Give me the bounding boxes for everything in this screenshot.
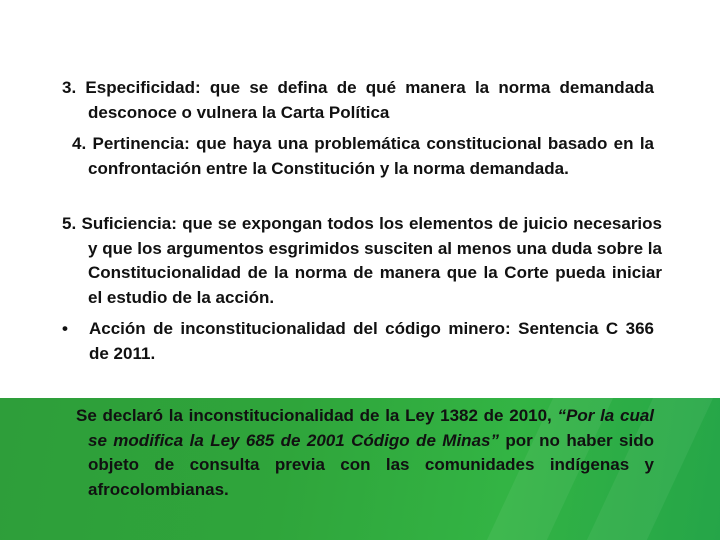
- criterion-pertinence-text: 4. Pertinencia: que haya una problemática constitucional basado en la confrontación entre la Constitución y la norma demandada.: [72, 134, 654, 178]
- criterion-sufficiency: [62, 212, 662, 310]
- criterion-specificity: [62, 76, 654, 125]
- law-title: “Por la cual se modifica la Ley 685 de 2001 Código de Minas”: [88, 406, 655, 450]
- criterion-specificity-text: 3. Especificidad: que se defina de qué manera la norma demandada desconoce o vulnera la Carta Política: [62, 78, 654, 122]
- criterion-sufficiency-text: 5. Suficiencia: que se expongan todos los elementos de juicio necesarios y que los argumentos esgrimidos susciten al menos una duda sobre la Constitucionalidad de la norma de manera que la Corte pueda iniciar el estudio de la acción.: [62, 214, 662, 307]
- bullet-icon: •: [62, 319, 68, 338]
- ruling-summary-text: Se declaró la inconstitucionalidad de la Ley 1382 de 2010,: [76, 406, 558, 425]
- bullet-text: Acción de inconstitucionalidad del código minero: Sentencia C 366 de 2011.: [89, 319, 654, 363]
- criterion-pertinence: [72, 132, 654, 181]
- ruling-summary-reason: por no haber sido objeto de consulta previa con las comunidades indígenas y afrocolombianas.: [88, 430, 654, 499]
- ruling-summary: [76, 404, 655, 502]
